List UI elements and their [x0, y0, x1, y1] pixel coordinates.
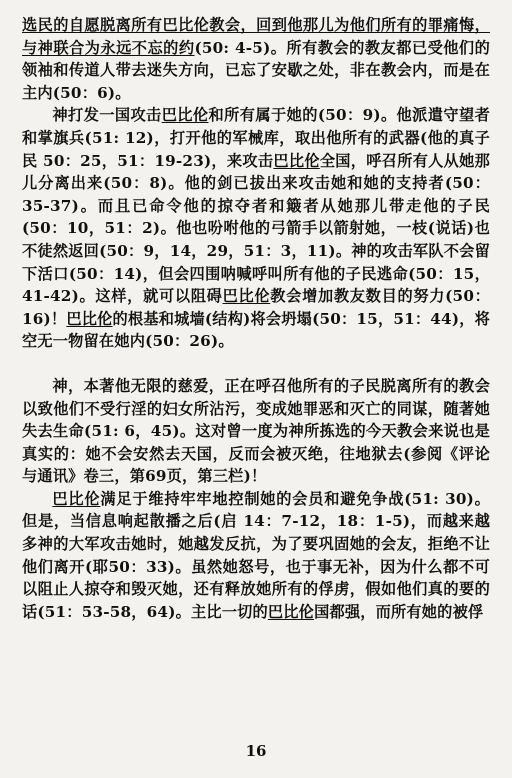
text-run: 神，本著他无限的慈爱，正在呼召他所有的子民脱离所有的教会以致他们不受行淫的妇女所沾污，变成她罪恶和灭亡的同谋，随著她失去生命(51: 6，45)。这对曾一度为神所拣选的今天教会来说也是真实的：她不会安然去天国，反而会被灭绝，往地狱去(参阅《评论与通讯》卷三，第69页，第三栏)！ — [22, 376, 490, 486]
underlined-term: 巴比伦 — [52, 489, 101, 508]
text-run: 满足于维持牢牢地控制她的会员和避免争战(51: 30)。但是，当信息响起散播之后(启 14：7-12，18：1-5)，而越来越多神的大军攻击她时，她越发反抗，为了要巩固她的会友，拒绝不让他们离开(耶50：33)。虽然她怒号，也于事无补，因为什么都不可以阻止人掠夺和毁灭她，还有释放她所有的俘虏，假如他们真的要的话(51：53-58，64)。主比一切的 — [22, 489, 490, 621]
paragraph-p4 — [22, 488, 490, 624]
text-run: 全国，呼召所有人从她那儿分离出来(50：8)。他的剑已拔出来攻击她和她的支持者(50：35-37)。而且已命令他的掠夺者和簸者从她那儿带走他的子民(50：10，51：2)。他也吩咐他的弓箭手以箭射她，一枝(说话)也不徒然返回(50：9，14，29，51：3，11)。神的攻击军队不会留下活口(50：14)，但会四围呐喊呼叫所有他的子民逃命(50：15，41-42)。这样，就可以阻碍 — [22, 151, 491, 306]
underlined-term: 巴比伦 — [222, 287, 271, 306]
paragraph-p1 — [22, 14, 490, 104]
page-number: 16 — [245, 742, 267, 760]
paragraph-gap — [22, 353, 490, 375]
text-run: 教会增加教友数目的努力(50：16)！ — [22, 287, 490, 328]
underlined-term: 选民的自愿脱离所有巴比伦教会，回到他那儿为他们所有的罪痛悔，与神联合为永远不忘的约 — [22, 16, 490, 57]
underlined-term: 巴比伦 — [161, 106, 209, 125]
paragraph-p3 — [22, 375, 490, 488]
text-run: 国都强，而所有她的被俘 — [314, 602, 484, 621]
text-run: 神打发一国攻击 — [52, 106, 162, 125]
body-text — [22, 14, 490, 623]
text-run: (50: 4-5)。所有教会的教友都已受他们的领袖和传道人带去迷失方向，已忘了安歇之处，非在教会内，而是在主内(50：6)。 — [22, 38, 490, 102]
underlined-term: 巴比伦 — [267, 602, 315, 621]
paragraph-p2 — [22, 104, 490, 353]
underlined-term: 巴比伦 — [66, 309, 113, 328]
text-run: 和所有属于她的(50：9)。他派遣守望者和掌旗兵(51: 12)，打开他的军械库，取出他所有的武器(他的真子民 50：25，51：19-23)，来攻击 — [22, 106, 491, 170]
text-run: 的根基和城墙(结构)将会坍塌(50：15，51：44)，将空无一物留在她内(50：26)。 — [22, 309, 490, 351]
underlined-term: 巴比伦 — [273, 151, 320, 170]
